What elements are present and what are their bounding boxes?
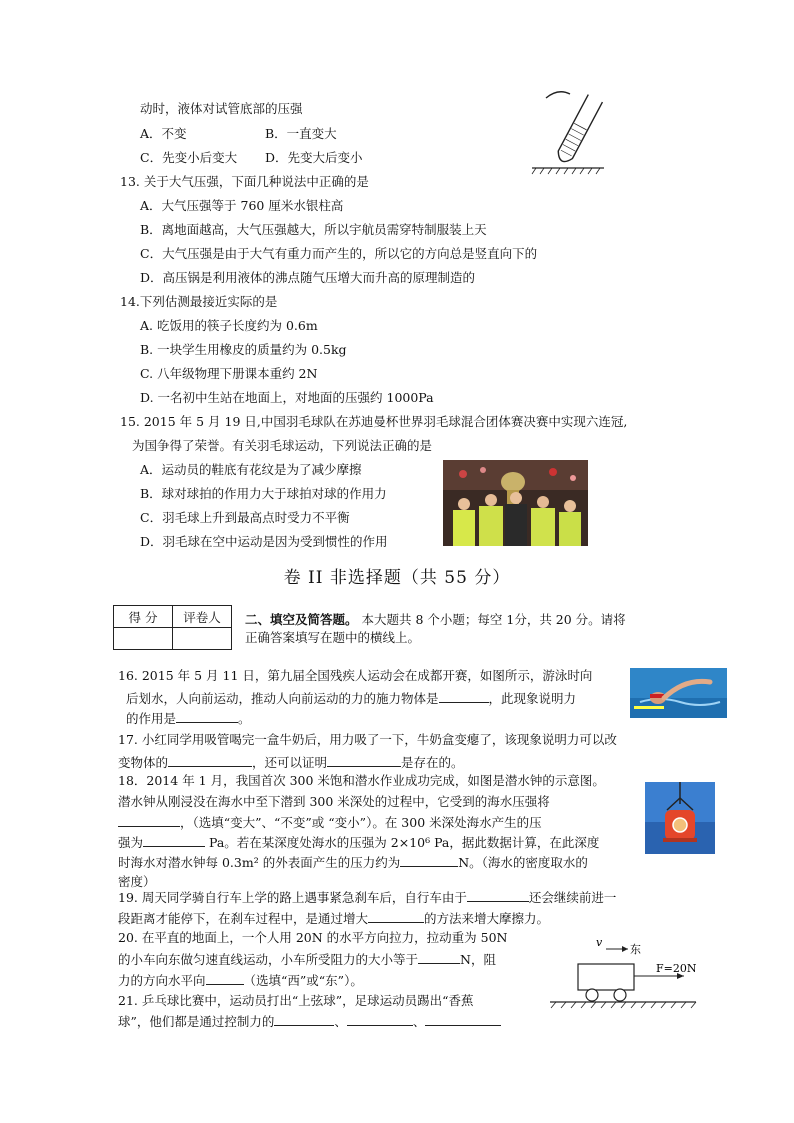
q12-option-a: A．不变 [140,126,187,141]
q16-line3: 的作用是 。 [126,711,251,726]
grader-cell[interactable] [173,628,232,650]
section2-heading: 二、填空及简答题。 [245,612,358,627]
q15-option-b: B．球对球拍的作用力大于球拍对球的作用力 [140,486,387,501]
q16-line2: 后划水，人向前运动，推动人向前运动的力的施力物体是 ，此现象说明力 [126,691,577,706]
diving-bell-photo [645,782,715,854]
q12-option-d: D．先变大后变小 [265,150,363,165]
q13-stem: 13. 关于大气压强，下面几种说法中正确的是 [120,174,369,189]
q18-line5: 时海水对潜水钟每 0.3m² 的外表面产生的压力约为 N。（海水的密度取水的 [118,855,588,870]
q19-blank-1[interactable] [467,889,529,902]
q20-blank-1[interactable] [418,951,460,964]
q13-option-a: A．大气压强等于 760 厘米水银柱高 [140,198,344,213]
q18-blank-2[interactable] [143,834,205,847]
q13-option-d: D．高压锅是利用液体的沸点随气压增大而升高的原理制造的 [140,270,476,285]
section-ii-title: 卷 II 非选择题（共 55 分） [283,568,511,588]
q15-option-a: A．运动员的鞋底有花纹是为了减少摩擦 [140,462,362,477]
section2-heading-line [245,612,626,628]
q16-line1: 16. 2015 年 5 月 11 日，第九届全国残疾人运动会在成都开赛，如图所示，游泳时向 [118,668,593,683]
q21-line1: 21. 乒乓球比赛中，运动员打出“上弦球”，足球运动员踢出“香蕉 [118,993,474,1008]
q21-line2: 球”，他们都是通过控制力的 、 、 [118,1013,501,1030]
score-cell[interactable] [114,628,173,650]
velocity-label: v [596,936,603,949]
q12-option-c: C．先变小后变大 [140,150,238,165]
score-header: 得 分 [114,606,173,628]
q18-line6: 密度） [118,874,156,889]
q17-line2: 变物体的 ，还可以证明 是存在的。 [118,755,464,770]
q17-blank-1[interactable] [168,754,252,767]
east-label: 东 [630,943,641,956]
q15-option-d: D．羽毛球在空中运动是因为受到惯性的作用 [140,534,388,549]
q19-line2: 段距离才能停下，在刹车过程中，是通过增大 的方法来增大摩擦力。 [118,911,550,926]
swimmer-photo [630,668,727,718]
q18-line1: 18．2014 年 1 月，我国首次 300 米饱和潜水作业成功完成，如图是潜水钟的示意图。 [118,773,605,788]
cart-force-diagram [548,936,700,1016]
q20-line2: 的小车向东做匀速直线运动，小车所受阻力的大小等于 N，阻 [118,952,496,967]
q13-option-c: C．大气压强是由于大气有重力而产生的，所以它的方向总是竖直向下的 [140,246,538,261]
q14-option-d: D. 一名初中生站在地面上，对地面的压强约 1000Pa [140,390,434,405]
q21-blank-3[interactable] [425,1013,501,1026]
q20-line3: 力的方向水平向 （选填“西”或“东”）。 [118,973,363,988]
q18-line3: ，（选填“变大”、“不变”或 “变小”）。在 300 米深处海水产生的压 [118,814,542,831]
score-table [113,605,232,650]
q18-blank-1[interactable] [118,814,180,827]
q17-line1: 17. 小红同学用吸管喝完一盒牛奶后，用力吸了一下，牛奶盒变瘪了，该现象说明力可以改 [118,732,617,747]
q14-option-c: C. 八年级物理下册课本重约 2N [140,366,318,381]
q21-blank-1[interactable] [274,1013,334,1026]
test-tube-figure [530,86,610,176]
force-label: F=20N [656,962,697,975]
q12-option-b: B．一直变大 [265,126,337,141]
q18-blank-3[interactable] [400,854,458,867]
section2-desc1: 本大题共 8 个小题；每空 1分，共 20 分。请将 [357,612,626,627]
q19-blank-2[interactable] [368,910,424,923]
q20-line1: 20. 在平直的地面上，一个人用 20N 的水平方向拉力，拉动重为 50N [118,930,508,945]
q16-blank-2[interactable] [176,710,238,723]
q17-blank-2[interactable] [327,754,401,767]
q19-line1: 19. 周天同学骑自行车上学的路上遇事紧急刹车后，自行车由于 还会继续前进一 [118,890,617,905]
q14-option-b: B. 一块学生用橡皮的质量约为 0.5kg [140,342,347,357]
q14-stem: 14.下列估测最接近实际的是 [120,294,278,309]
q20-blank-2[interactable] [206,972,244,985]
q14-option-a: A. 吃饭用的筷子长度约为 0.6m [140,318,318,333]
grader-header: 评卷人 [173,606,232,628]
badminton-team-photo [443,460,588,546]
q15-stem-line2: 为国争得了荣誉。有关羽毛球运动，下列说法正确的是 [132,438,433,453]
q15-option-c: C．羽毛球上升到最高点时受力不平衡 [140,510,350,525]
q18-line2: 潜水钟从刚浸没在海水中至下潜到 300 米深处的过程中，它受到的海水压强将 [118,794,550,809]
q18-line4: 强为 Pa。若在某深度处海水的压强为 2×10⁶ Pa，据此数据计算，在此深度 [118,835,600,850]
q15-stem-line1: 15. 2015 年 5 月 19 日,中国羽毛球队在苏迪曼杯世界羽毛球混合团体赛决赛中实现六连冠, [120,414,628,429]
q13-option-b: B．离地面越高，大气压强越大，所以宇航员需穿特制服装上天 [140,222,487,237]
section2-desc2: 正确答案填写在题中的横线上。 [245,630,421,645]
q12-stem-cont: 动时，液体对试管底部的压强 [140,101,303,116]
q16-blank-1[interactable] [439,690,489,703]
q21-blank-2[interactable] [347,1013,413,1026]
